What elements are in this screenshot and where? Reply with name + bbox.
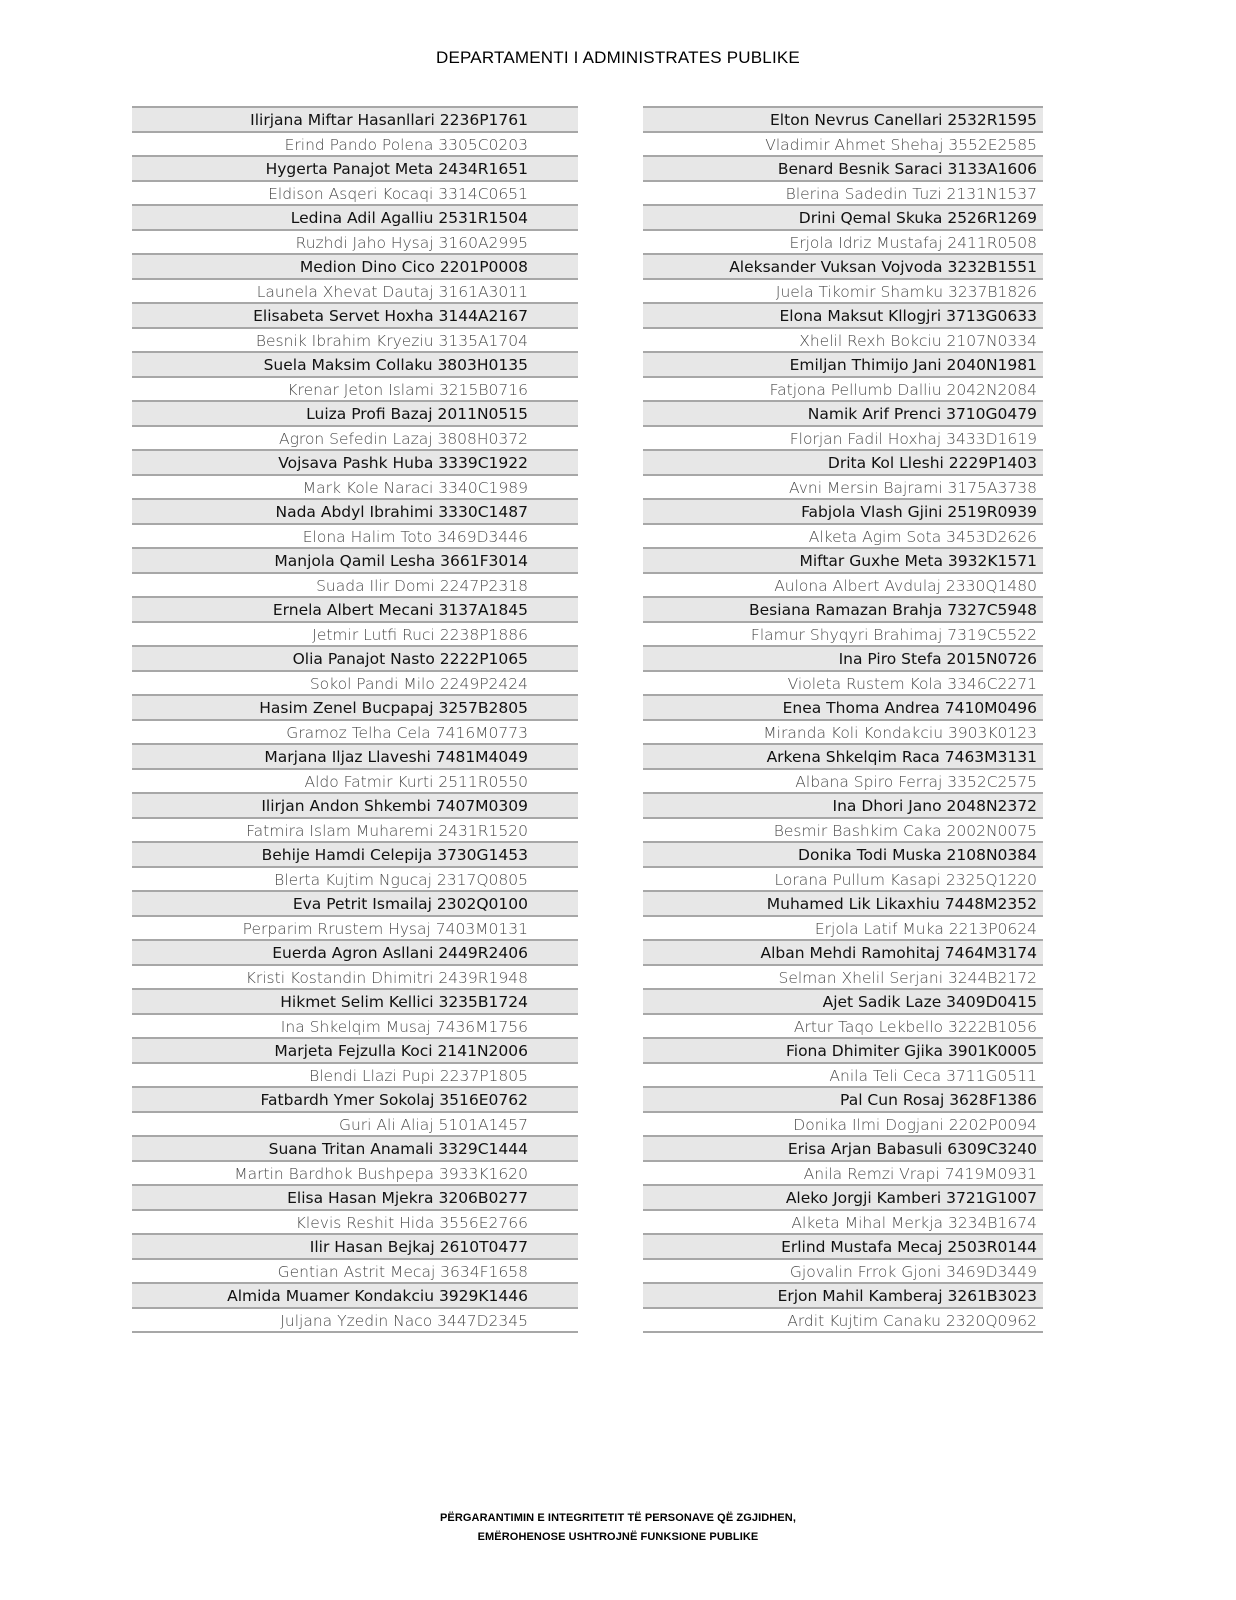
list-item: Muhamed Lik Likaxhiu 7448M2352 [643,890,1043,915]
list-item: Aldo Fatmir Kurti 2511R0550 [132,768,578,793]
list-item: Guri Ali Aliaj 5101A1457 [132,1111,578,1136]
list-item: Hikmet Selim Kellici 3235B1724 [132,988,578,1013]
list-item: Erlind Mustafa Mecaj 2503R0144 [643,1233,1043,1258]
list-item: Perparim Rrustem Hysaj 7403M0131 [132,915,578,940]
list-item: Besiana Ramazan Brahja 7327C5948 [643,596,1043,621]
footer-line-1: PËRGARANTIMIN E INTEGRITETIT TË PERSONAVE QË ZGJIDHEN, [439,1512,796,1524]
list-item: Florjan Fadil Hoxhaj 3433D1619 [643,425,1043,450]
list-item: Avni Mersin Bajrami 3175A3738 [643,474,1043,499]
list-item: Gjovalin Frrok Gjoni 3469D3449 [643,1258,1043,1283]
list-item: Suela Maksim Collaku 3803H0135 [132,351,578,376]
list-item: Fatjona Pellumb Dalliu 2042N2084 [643,376,1043,401]
list-item: Hasim Zenel Bucpapaj 3257B2805 [132,694,578,719]
list-item: Gramoz Telha Cela 7416M0773 [132,719,578,744]
list-item: Besnik Ibrahim Kryeziu 3135A1704 [132,327,578,352]
list-item: Miranda Koli Kondakciu 3903K0123 [643,719,1043,744]
list-item: Fatmira Islam Muharemi 2431R1520 [132,817,578,842]
list-item: Alketa Agim Sota 3453D2626 [643,523,1043,548]
list-item: Benard Besnik Saraci 3133A1606 [643,155,1043,180]
list-item: Fabjola Vlash Gjini 2519R0939 [643,498,1043,523]
list-item: Ernela Albert Mecani 3137A1845 [132,596,578,621]
list-item: Besmir Bashkim Caka 2002N0075 [643,817,1043,842]
list-item: Launela Xhevat Dautaj 3161A3011 [132,278,578,303]
list-item: Luiza Profi Bazaj 2011N0515 [132,400,578,425]
list-item: Flamur Shyqyri Brahimaj 7319C5522 [643,621,1043,646]
list-item: Blerta Kujtim Ngucaj 2317Q0805 [132,866,578,891]
list-item: Medion Dino Cico 2201P0008 [132,253,578,278]
list-item: Artur Taqo Lekbello 3222B1056 [643,1013,1043,1038]
footer-line-2: EMËROHENOSE USHTROJNË FUNKSIONE PUBLIKE [477,1531,759,1543]
list-item: Mark Kole Naraci 3340C1989 [132,474,578,499]
list-item: Sokol Pandi Milo 2249P2424 [132,670,578,695]
list-item: Ina Shkelqim Musaj 7436M1756 [132,1013,578,1038]
right-name-column [643,106,1043,1333]
list-item: Xhelil Rexh Bokciu 2107N0334 [643,327,1043,352]
list-item: Marjeta Fejzulla Koci 2141N2006 [132,1037,578,1062]
list-item: Aleksander Vuksan Vojvoda 3232B1551 [643,253,1043,278]
list-item: Marjana Iljaz Llaveshi 7481M4049 [132,743,578,768]
list-item: Klevis Reshit Hida 3556E2766 [132,1209,578,1234]
list-item: Blendi Llazi Pupi 2237P1805 [132,1062,578,1087]
list-item: Drini Qemal Skuka 2526R1269 [643,204,1043,229]
list-item: Erjon Mahil Kamberaj 3261B3023 [643,1282,1043,1307]
list-item: Blerina Sadedin Tuzi 2131N1537 [643,180,1043,205]
list-item: Emiljan Thimijo Jani 2040N1981 [643,351,1043,376]
list-item: Agron Sefedin Lazaj 3808H0372 [132,425,578,450]
list-item: Drita Kol Lleshi 2229P1403 [643,449,1043,474]
left-name-column [132,106,578,1333]
list-item: Eldison Asqeri Kocaqi 3314C0651 [132,180,578,205]
list-item: Namik Arif Prenci 3710G0479 [643,400,1043,425]
list-item: Elisa Hasan Mjekra 3206B0277 [132,1184,578,1209]
list-item: Aleko Jorgji Kamberi 3721G1007 [643,1184,1043,1209]
list-item: Fiona Dhimiter Gjika 3901K0005 [643,1037,1043,1062]
list-item: Eva Petrit Ismailaj 2302Q0100 [132,890,578,915]
list-item: Vladimir Ahmet Shehaj 3552E2585 [643,131,1043,156]
list-item: Erjola Latif Muka 2213P0624 [643,915,1043,940]
list-item: Enea Thoma Andrea 7410M0496 [643,694,1043,719]
list-item: Suada Ilir Domi 2247P2318 [132,572,578,597]
list-item: Erind Pando Polena 3305C0203 [132,131,578,156]
list-item: Anila Remzi Vrapi 7419M0931 [643,1160,1043,1185]
list-item: Behije Hamdi Celepija 3730G1453 [132,841,578,866]
list-item: Krenar Jeton Islami 3215B0716 [132,376,578,401]
list-item: Gentian Astrit Mecaj 3634F1658 [132,1258,578,1283]
list-item: Ina Piro Stefa 2015N0726 [643,645,1043,670]
list-item: Ledina Adil Agalliu 2531R1504 [132,204,578,229]
list-item: Donika Ilmi Dogjani 2202P0094 [643,1111,1043,1136]
list-item: Selman Xhelil Serjani 3244B2172 [643,964,1043,989]
list-item: Alketa Mihal Merkja 3234B1674 [643,1209,1043,1234]
list-item: Vojsava Pashk Huba 3339C1922 [132,449,578,474]
list-item: Albana Spiro Ferraj 3352C2575 [643,768,1043,793]
list-item: Manjola Qamil Lesha 3661F3014 [132,547,578,572]
list-item: Erjola Idriz Mustafaj 2411R0508 [643,229,1043,254]
list-item: Alban Mehdi Ramohitaj 7464M3174 [643,939,1043,964]
list-item: Donika Todi Muska 2108N0384 [643,841,1043,866]
list-item: Ajet Sadik Laze 3409D0415 [643,988,1043,1013]
list-item: Olia Panajot Nasto 2222P1065 [132,645,578,670]
list-item: Kristi Kostandin Dhimitri 2439R1948 [132,964,578,989]
list-item: Elton Nevrus Canellari 2532R1595 [643,106,1043,131]
list-item: Violeta Rustem Kola 3346C2271 [643,670,1043,695]
list-item: Euerda Agron Asllani 2449R2406 [132,939,578,964]
list-item: Elona Maksut Kllogjri 3713G0633 [643,302,1043,327]
list-item: Jetmir Lutfi Ruci 2238P1886 [132,621,578,646]
list-item: Anila Teli Ceca 3711G0511 [643,1062,1043,1087]
list-item: Miftar Guxhe Meta 3932K1571 [643,547,1043,572]
list-item: Ilirjan Andon Shkembi 7407M0309 [132,792,578,817]
page-title: DEPARTAMENTI I ADMINISTRATES PUBLIKE [436,48,800,67]
list-item: Ina Dhori Jano 2048N2372 [643,792,1043,817]
page-footer [0,1509,1236,1547]
list-item: Erisa Arjan Babasuli 6309C3240 [643,1135,1043,1160]
list-item: Almida Muamer Kondakciu 3929K1446 [132,1282,578,1307]
list-item: Arkena Shkelqim Raca 7463M3131 [643,743,1043,768]
list-item: Elona Halim Toto 3469D3446 [132,523,578,548]
list-item: Elisabeta Servet Hoxha 3144A2167 [132,302,578,327]
list-item: Fatbardh Ymer Sokolaj 3516E0762 [132,1086,578,1111]
list-item: Lorana Pullum Kasapi 2325Q1220 [643,866,1043,891]
list-item: Juljana Yzedin Naco 3447D2345 [132,1307,578,1332]
list-item: Martin Bardhok Bushpepa 3933K1620 [132,1160,578,1185]
list-item: Ilir Hasan Bejkaj 2610T0477 [132,1233,578,1258]
list-item: Pal Cun Rosaj 3628F1386 [643,1086,1043,1111]
list-item: Ruzhdi Jaho Hysaj 3160A2995 [132,229,578,254]
list-item: Aulona Albert Avdulaj 2330Q1480 [643,572,1043,597]
list-item: Ardit Kujtim Canaku 2320Q0962 [643,1307,1043,1332]
list-item: Juela Tikomir Shamku 3237B1826 [643,278,1043,303]
list-item: Hygerta Panajot Meta 2434R1651 [132,155,578,180]
list-item: Ilirjana Miftar Hasanllari 2236P1761 [132,106,578,131]
list-item: Nada Abdyl Ibrahimi 3330C1487 [132,498,578,523]
list-item: Suana Tritan Anamali 3329C1444 [132,1135,578,1160]
